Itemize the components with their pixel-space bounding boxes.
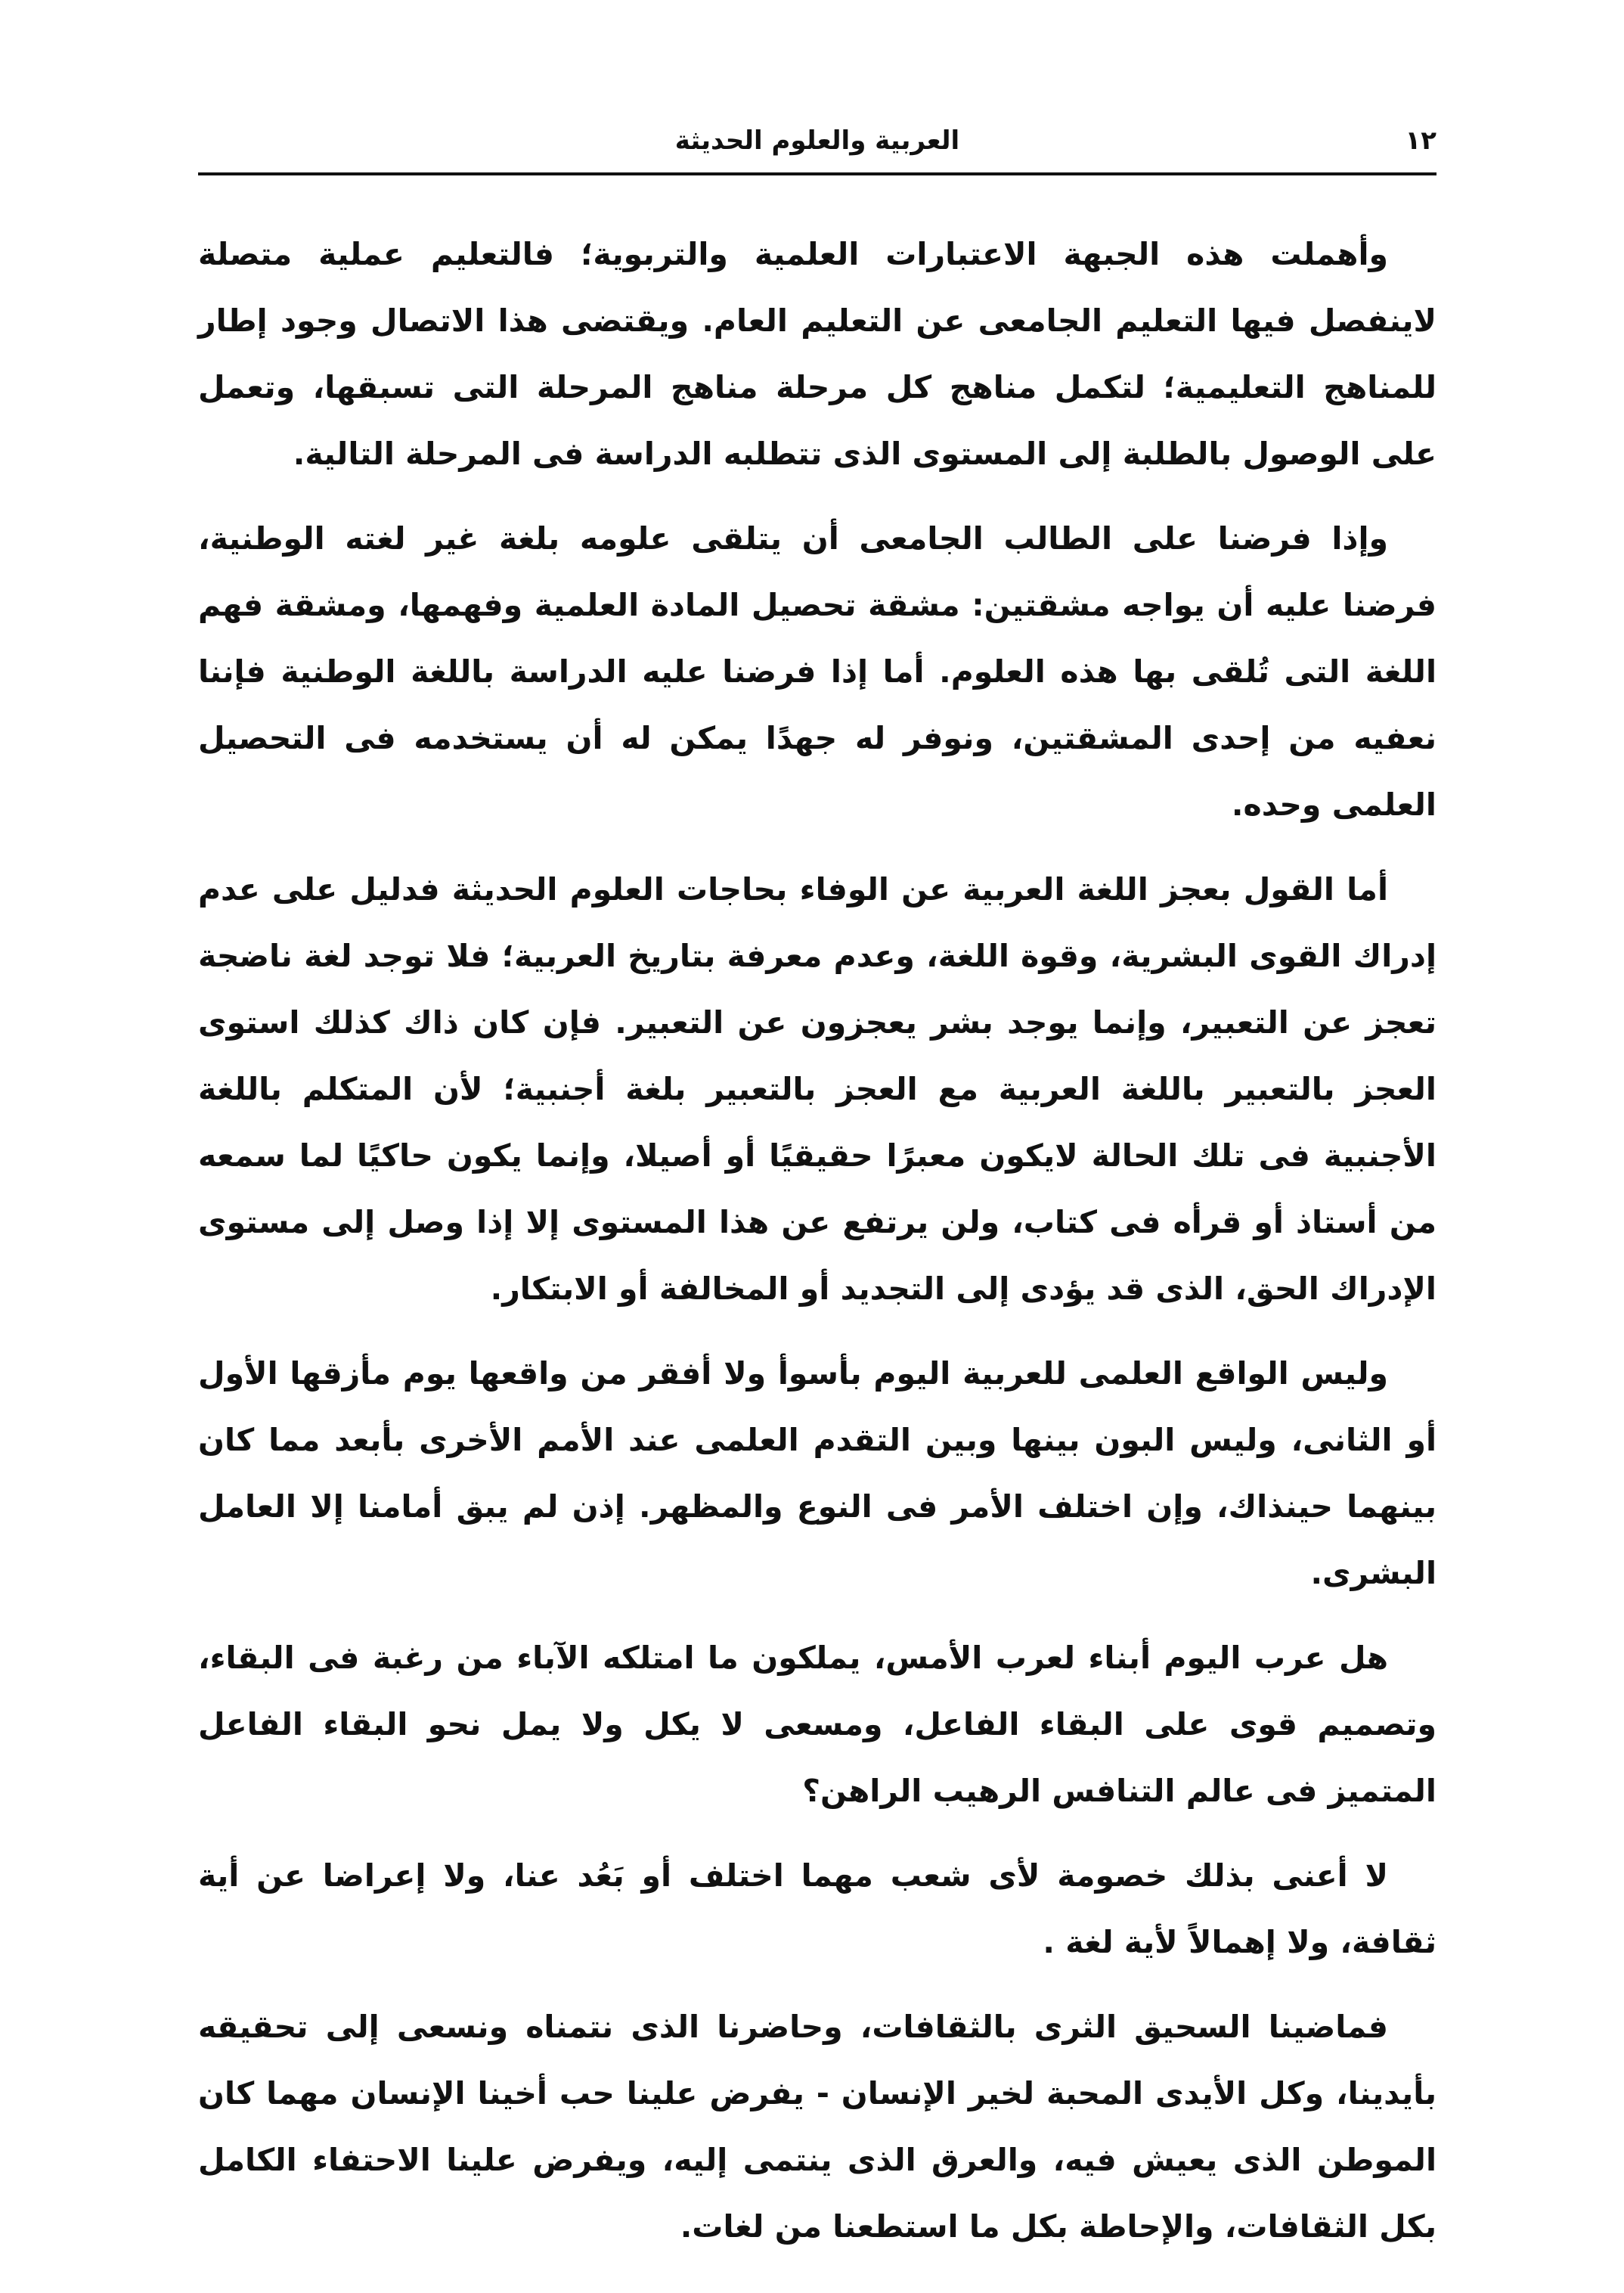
- paragraph: وليس الواقع العلمى للعربية اليوم بأسوأ ولا أفقر من واقعها يوم مأزقها الأول أو الثانى، وليس البون بينها وبين التقدم العلمى عند الأمم الأخرى بأبعد مما كان بينهما حينذاك، وإن اختلف الأمر فى النوع والمظهر. إذن لم يبق أمامنا إلا العامل البشرى.: [198, 1355, 1436, 1591]
- paragraph: وإذا فرضنا على الطالب الجامعى أن يتلقى علومه بلغة غير لغته الوطنية، فرضنا عليه أن يواجه مشقتين: مشقة تحصيل المادة العلمية وفهمها، ومشقة فهم اللغة التى تُلقى بها هذه العلوم. أما إذا فرضنا عليه الدراسة باللغة الوطنية فإننا نعفيه من إحدى المشقتين، ونوفر له جهدًا يمكن له أن يستخدمه فى التحصيل العلمى وحده.: [198, 520, 1436, 823]
- running-title: العربية والعلوم الحديثة: [674, 126, 960, 156]
- running-header: [198, 113, 1436, 174]
- page-number: ١٢: [1405, 126, 1436, 156]
- paragraph: لا أعنى بذلك خصومة لأى شعب مهما اختلف أو بَعُد عنا، ولا إعراضا عن أية ثقافة، ولا إهمالاً لأية لغة .: [198, 1857, 1436, 1960]
- paragraph: فماضينا السحيق الثرى بالثقافات، وحاضرنا الذى نتمناه ونسعى إلى تحقيقه بأيدينا، وكل الأيدى المحبة لخير الإنسان - يفرض علينا حب أخينا الإنسان مهما كان الموطن الذى يعيش فيه، والعرق الذى ينتمى إليه، ويفرض علينا الاحتفاء الكامل بكل الثقافات، والإحاطة بكل ما استطعنا من لغات.: [198, 2009, 1436, 2245]
- paragraph: وأهملت هذه الجبهة الاعتبارات العلمية والتربوية؛ فالتعليم عملية متصلة لاينفصل فيها التعليم الجامعى عن التعليم العام. ويقتضى هذا الاتصال وجود إطار للمناهج التعليمية؛ لتكمل مناهج كل مرحلة مناهج المرحلة التى تسبقها، وتعمل على الوصول بالطلبة إلى المستوى الذى تتطلبه الدراسة فى المرحلة التالية.: [198, 236, 1436, 472]
- paragraph: أما القول بعجز اللغة العربية عن الوفاء بحاجات العلوم الحديثة فدليل على عدم إدراك القوى البشرية، وقوة اللغة، وعدم معرفة بتاريخ العربية؛ فلا توجد لغة ناضجة تعجز عن التعبير، وإنما يوجد بشر يعجزون عن التعبير. فإن كان ذاك كذلك استوى العجز بالتعبير باللغة العربية مع العجز بالتعبير بلغة أجنبية؛ لأن المتكلم باللغة الأجنبية فى تلك الحالة لايكون معبرًا حقيقيًا أو أصيلا، وإنما يكون حاكيًا لما سمعه من أستاذ أو قرأه فى كتاب، ولن يرتفع عن هذا المستوى إلا إذا وصل إلى مستوى الإدراك الحق، الذى قد يؤدى إلى التجديد أو المخالفة أو الابتكار.: [198, 871, 1436, 1307]
- body-text: [198, 221, 1436, 2278]
- header-rule: [198, 172, 1436, 175]
- paragraph: هل عرب اليوم أبناء لعرب الأمس، يملكون ما امتلكه الآباء من رغبة فى البقاء، وتصميم قوى على البقاء الفاعل، ومسعى لا يكل ولا يمل نحو البقاء الفاعل المتميز فى عالم التنافس الرهيب الراهن؟: [198, 1640, 1436, 1809]
